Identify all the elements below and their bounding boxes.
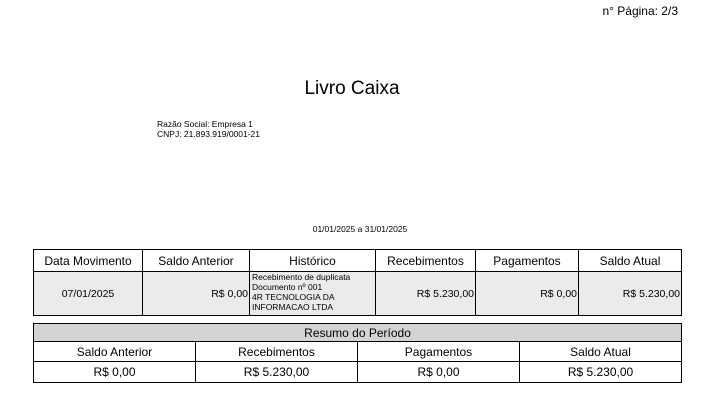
movements-table (33, 249, 682, 316)
historico-line: Documento nº 001 (252, 282, 323, 292)
cell-saldo-atual: R$ 5.230,00 (579, 272, 682, 316)
page-number: n° Página: 2/3 (602, 4, 678, 18)
cell-date: 07/01/2025 (34, 272, 143, 316)
summary-table (33, 323, 682, 383)
header-recebimentos: Recebimentos (376, 250, 476, 272)
cell-pagamentos: R$ 0,00 (476, 272, 579, 316)
report-period: 01/01/2025 a 31/01/2025 (312, 224, 408, 234)
historico-line: INFORMACAO LTDA (252, 302, 334, 312)
company-cnpj: CNPJ: 21.893.919/0001-21 (157, 129, 261, 139)
company-name: Razão Social: Empresa 1 (157, 119, 253, 129)
summary-saldo-anterior: R$ 0,00 (34, 362, 196, 383)
summary-recebimentos: R$ 5.230,00 (196, 362, 358, 383)
header-data-movimento: Data Movimento (34, 250, 143, 272)
historico-line: Recebimento de duplicata (252, 272, 351, 282)
table-row (34, 272, 682, 316)
company-info (157, 119, 260, 139)
cell-saldo-anterior: R$ 0,00 (143, 272, 250, 316)
summary-header-pagamentos: Pagamentos (358, 342, 520, 362)
summary-pagamentos: R$ 0,00 (358, 362, 520, 383)
report-title: Livro Caixa (304, 78, 400, 99)
summary-header-saldo-anterior: Saldo Anterior (34, 342, 196, 362)
summary-header-saldo-atual: Saldo Atual (520, 342, 682, 362)
header-historico: Histórico (250, 250, 376, 272)
summary-values-row (34, 362, 682, 383)
summary-header-row (34, 342, 682, 362)
header-pagamentos: Pagamentos (476, 250, 579, 272)
movements-header-row (34, 250, 682, 272)
header-saldo-atual: Saldo Atual (579, 250, 682, 272)
cell-recebimentos: R$ 5.230,00 (376, 272, 476, 316)
historico-line: 4R TECNOLOGIA DA (252, 292, 335, 302)
summary-saldo-atual: R$ 5.230,00 (520, 362, 682, 383)
header-saldo-anterior: Saldo Anterior (143, 250, 250, 272)
summary-header-recebimentos: Recebimentos (196, 342, 358, 362)
cell-historico (250, 272, 376, 316)
summary-title: Resumo do Período (34, 324, 682, 342)
